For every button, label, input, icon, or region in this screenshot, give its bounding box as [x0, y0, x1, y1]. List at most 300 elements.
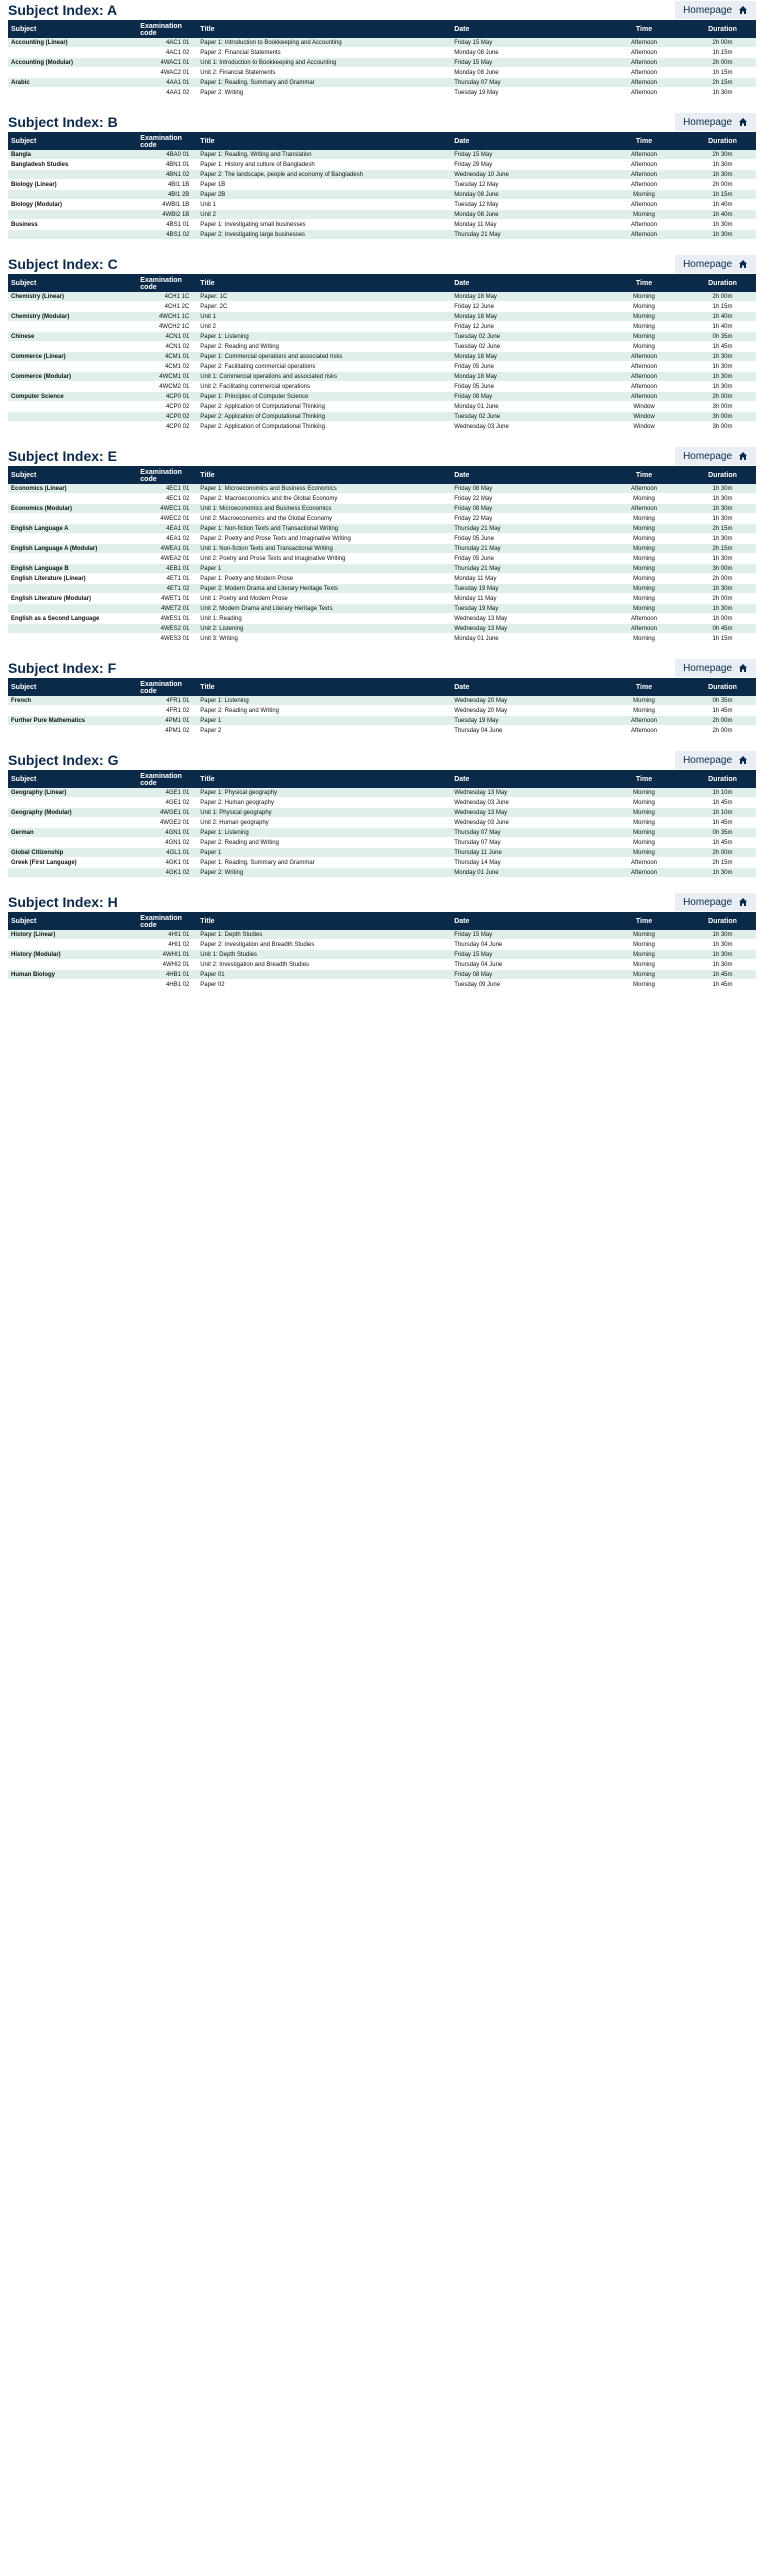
cell-title: Paper 2: Poetry and Prose Texts and Imaginative Writing — [197, 534, 451, 544]
header-time: Time — [599, 913, 689, 930]
cell-time: Morning — [599, 494, 689, 504]
cell-date: Thursday 04 June — [451, 960, 599, 970]
cell-title: Unit 1: Physical geography — [197, 808, 451, 818]
table-header-row — [8, 467, 756, 484]
cell-date: Friday 08 May — [451, 392, 599, 402]
cell-duration: 1h 30m — [689, 484, 756, 494]
cell-time: Morning — [599, 940, 689, 950]
cell-code: 4HI1 01 — [137, 930, 197, 940]
cell-subject: English Language A (Modular) — [8, 544, 137, 554]
cell-subject — [8, 706, 137, 716]
cell-time: Morning — [599, 342, 689, 352]
cell-date: Tuesday 19 May — [451, 88, 599, 98]
cell-duration: 2h 00m — [689, 726, 756, 736]
homepage-link-box[interactable] — [675, 113, 756, 131]
cell-date: Friday 15 May — [451, 58, 599, 68]
table-row — [8, 544, 756, 554]
cell-duration: 0h 35m — [689, 696, 756, 706]
cell-title: Paper 2: Investigation and Breadth Studies — [197, 940, 451, 950]
cell-title: Paper 2: The landscape, people and economy of Bangladesh — [197, 170, 451, 180]
homepage-link[interactable]: Homepage — [683, 662, 732, 674]
cell-subject: Bangladesh Studies — [8, 160, 137, 170]
cell-duration: 2h 00m — [689, 574, 756, 584]
cell-code: 4ET1 02 — [137, 584, 197, 594]
homepage-link-box[interactable] — [675, 751, 756, 769]
cell-date: Wednesday 03 June — [451, 798, 599, 808]
cell-subject: Economics (Modular) — [8, 504, 137, 514]
cell-duration: 1h 15m — [689, 190, 756, 200]
cell-code: 4EC1 01 — [137, 484, 197, 494]
cell-subject — [8, 322, 137, 332]
header-subject: Subject — [8, 21, 137, 38]
home-icon[interactable] — [738, 663, 748, 673]
cell-code: 4GE1 02 — [137, 798, 197, 808]
cell-code: 4AC1 02 — [137, 48, 197, 58]
cell-date: Friday 22 May — [451, 514, 599, 524]
cell-date: Friday 05 June — [451, 382, 599, 392]
header-code: Examination code — [137, 133, 197, 150]
cell-title: Paper 2B — [197, 190, 451, 200]
cell-date: Monday 08 June — [451, 68, 599, 78]
cell-subject — [8, 170, 137, 180]
cell-subject — [8, 624, 137, 634]
cell-time: Afternoon — [599, 868, 689, 878]
cell-duration: 1h 30m — [689, 584, 756, 594]
cell-subject: Accounting (Modular) — [8, 58, 137, 68]
cell-subject: Economics (Linear) — [8, 484, 137, 494]
section-header — [8, 892, 756, 913]
cell-code: 4GN1 01 — [137, 828, 197, 838]
cell-time: Morning — [599, 534, 689, 544]
cell-subject: Geography (Linear) — [8, 788, 137, 798]
cell-date: Thursday 21 May — [451, 524, 599, 534]
table-row — [8, 798, 756, 808]
cell-duration: 1h 10m — [689, 788, 756, 798]
table-row — [8, 58, 756, 68]
cell-subject — [8, 634, 137, 644]
cell-title: Unit 2: Human geography — [197, 818, 451, 828]
home-icon[interactable] — [738, 897, 748, 907]
header-time: Time — [599, 679, 689, 696]
cell-date: Thursday 21 May — [451, 564, 599, 574]
cell-code: 4EA1 02 — [137, 534, 197, 544]
cell-title: Paper 1: Commercial operations and associated risks — [197, 352, 451, 362]
cell-duration: 0h 45m — [689, 624, 756, 634]
table-row — [8, 342, 756, 352]
cell-date: Thursday 04 June — [451, 940, 599, 950]
home-icon[interactable] — [738, 451, 748, 461]
table-row — [8, 88, 756, 98]
cell-code: 4CM1 02 — [137, 362, 197, 372]
table-header-row — [8, 21, 756, 38]
section-title: Subject Index: E — [8, 448, 117, 464]
cell-duration: 1h 30m — [689, 352, 756, 362]
header-date: Date — [451, 913, 599, 930]
header-title: Title — [197, 913, 451, 930]
cell-date: Friday 08 May — [451, 504, 599, 514]
cell-subject: German — [8, 828, 137, 838]
header-title: Title — [197, 133, 451, 150]
cell-time: Morning — [599, 564, 689, 574]
cell-title: Paper 1: Listening — [197, 828, 451, 838]
cell-duration: 1h 15m — [689, 634, 756, 644]
section-header — [8, 254, 756, 275]
header-title: Title — [197, 467, 451, 484]
cell-time: Afternoon — [599, 858, 689, 868]
cell-code: 4CH1 2C — [137, 302, 197, 312]
cell-date: Monday 11 May — [451, 594, 599, 604]
cell-code: 4EC1 02 — [137, 494, 197, 504]
cell-code: 4WEC2 01 — [137, 514, 197, 524]
cell-subject — [8, 422, 137, 432]
cell-duration: 2h 00m — [689, 716, 756, 726]
cell-title: Paper: 1C — [197, 292, 451, 302]
cell-date: Tuesday 02 June — [451, 342, 599, 352]
table-row — [8, 150, 756, 160]
table-row — [8, 604, 756, 614]
cell-subject — [8, 494, 137, 504]
header-date: Date — [451, 679, 599, 696]
table-row — [8, 574, 756, 584]
cell-date: Thursday 21 May — [451, 544, 599, 554]
cell-time: Morning — [599, 292, 689, 302]
homepage-link[interactable]: Homepage — [683, 450, 732, 462]
section-title: Subject Index: A — [8, 2, 118, 18]
subject-index-section — [8, 750, 756, 878]
header-date: Date — [451, 133, 599, 150]
cell-title: Unit 1: Poetry and Modern Prose — [197, 594, 451, 604]
table-header-row — [8, 133, 756, 150]
cell-subject — [8, 584, 137, 594]
cell-time: Morning — [599, 960, 689, 970]
cell-time: Afternoon — [599, 200, 689, 210]
cell-code: 4FR1 01 — [137, 696, 197, 706]
cell-title: Paper 2: Modern Drama and Literary Heritage Texts — [197, 584, 451, 594]
table-row — [8, 352, 756, 362]
homepage-link-box[interactable] — [675, 1, 756, 19]
cell-title: Paper 2: Application of Computational Thinking — [197, 422, 451, 432]
home-icon[interactable] — [738, 755, 748, 765]
table-row — [8, 960, 756, 970]
table-row — [8, 230, 756, 240]
cell-title: Paper 1B — [197, 180, 451, 190]
cell-subject — [8, 604, 137, 614]
cell-code: 4WHI1 01 — [137, 950, 197, 960]
table-row — [8, 180, 756, 190]
cell-time: Window — [599, 422, 689, 432]
cell-code: 4CH1 1C — [137, 292, 197, 302]
cell-title: Unit 1: Non-fiction Texts and Transactional Writing — [197, 544, 451, 554]
table-header-row — [8, 771, 756, 788]
section-header — [8, 658, 756, 679]
cell-duration: 1h 30m — [689, 504, 756, 514]
cell-code: 4HI1 02 — [137, 940, 197, 950]
section-header — [8, 750, 756, 771]
header-code: Examination code — [137, 771, 197, 788]
cell-duration: 1h 15m — [689, 68, 756, 78]
table-row — [8, 322, 756, 332]
cell-date: Tuesday 12 May — [451, 200, 599, 210]
homepage-link-box[interactable] — [675, 893, 756, 911]
cell-time: Morning — [599, 930, 689, 940]
header-subject: Subject — [8, 679, 137, 696]
homepage-link-box[interactable] — [675, 659, 756, 677]
header-subject: Subject — [8, 913, 137, 930]
cell-title: Paper 2: Writing — [197, 88, 451, 98]
cell-time: Morning — [599, 332, 689, 342]
table-row — [8, 848, 756, 858]
cell-title: Unit 1: Introduction to Bookkeeping and Accounting — [197, 58, 451, 68]
cell-title: Unit 1: Commercial operations and associated risks — [197, 372, 451, 382]
cell-time: Morning — [599, 544, 689, 554]
table-row — [8, 48, 756, 58]
cell-title: Unit 2: Macroeconomics and the Global Economy — [197, 514, 451, 524]
cell-time: Morning — [599, 322, 689, 332]
cell-time: Afternoon — [599, 58, 689, 68]
cell-duration: 3h 00m — [689, 402, 756, 412]
cell-code: 4WGE2 01 — [137, 818, 197, 828]
header-subject: Subject — [8, 133, 137, 150]
cell-code: 4PM1 01 — [137, 716, 197, 726]
cell-title: Paper 1: Investigating small businesses — [197, 220, 451, 230]
cell-code: 4WAC2 01 — [137, 68, 197, 78]
cell-time: Morning — [599, 514, 689, 524]
cell-duration: 3h 00m — [689, 422, 756, 432]
cell-code: 4GN1 02 — [137, 838, 197, 848]
table-row — [8, 594, 756, 604]
cell-duration: 3h 00m — [689, 412, 756, 422]
cell-title: Paper 2: Human geography — [197, 798, 451, 808]
cell-code: 4AA1 02 — [137, 88, 197, 98]
cell-date: Friday 29 May — [451, 160, 599, 170]
cell-subject: Greek (First Language) — [8, 858, 137, 868]
cell-code: 4WAC1 01 — [137, 58, 197, 68]
cell-duration: 2h 00m — [689, 848, 756, 858]
cell-duration: 1h 45m — [689, 970, 756, 980]
cell-time: Afternoon — [599, 170, 689, 180]
cell-title: Paper 02 — [197, 980, 451, 990]
cell-title: Unit 2: Investigation and Breadth Studies — [197, 960, 451, 970]
cell-title: Unit 1: Reading — [197, 614, 451, 624]
cell-code: 4WES3 01 — [137, 634, 197, 644]
table-row — [8, 362, 756, 372]
cell-title: Paper 2: Reading and Writing — [197, 342, 451, 352]
cell-duration: 1h 30m — [689, 230, 756, 240]
header-duration: Duration — [689, 21, 756, 38]
cell-duration: 1h 45m — [689, 342, 756, 352]
cell-subject — [8, 940, 137, 950]
cell-duration: 1h 15m — [689, 48, 756, 58]
cell-date: Monday 11 May — [451, 574, 599, 584]
home-icon[interactable] — [738, 5, 748, 15]
section-header — [8, 0, 756, 21]
cell-subject — [8, 342, 137, 352]
cell-date: Friday 05 June — [451, 534, 599, 544]
cell-title: Unit 1: Depth Studies — [197, 950, 451, 960]
homepage-link[interactable]: Homepage — [683, 754, 732, 766]
cell-subject — [8, 302, 137, 312]
header-code: Examination code — [137, 21, 197, 38]
table-row — [8, 514, 756, 524]
cell-duration: 1h 30m — [689, 604, 756, 614]
cell-time: Afternoon — [599, 88, 689, 98]
table-row — [8, 818, 756, 828]
cell-date: Monday 11 May — [451, 220, 599, 230]
cell-date: Friday 15 May — [451, 150, 599, 160]
header-subject: Subject — [8, 771, 137, 788]
cell-title: Paper 1: Non-fiction Texts and Transactional Writing — [197, 524, 451, 534]
header-title: Title — [197, 771, 451, 788]
homepage-link[interactable]: Homepage — [683, 116, 732, 128]
cell-duration: 1h 00m — [689, 614, 756, 624]
cell-date: Friday 15 May — [451, 950, 599, 960]
cell-time: Afternoon — [599, 362, 689, 372]
cell-date: Wednesday 13 May — [451, 808, 599, 818]
cell-title: Paper 2: Facilitating commercial operations — [197, 362, 451, 372]
table-row — [8, 624, 756, 634]
cell-duration: 2h 15m — [689, 78, 756, 88]
home-icon[interactable] — [738, 117, 748, 127]
header-date: Date — [451, 21, 599, 38]
cell-title: Paper 1: Microeconomics and Business Economics — [197, 484, 451, 494]
cell-subject: Biology (Linear) — [8, 180, 137, 190]
cell-date: Monday 18 May — [451, 352, 599, 362]
cell-title: Paper 2: Writing — [197, 868, 451, 878]
cell-subject: English Literature (Linear) — [8, 574, 137, 584]
cell-title: Paper 1: History and culture of Bangladesh — [197, 160, 451, 170]
cell-code: 4PM1 02 — [137, 726, 197, 736]
table-row — [8, 828, 756, 838]
cell-time: Morning — [599, 980, 689, 990]
cell-title: Unit 1 — [197, 312, 451, 322]
cell-code: 4CN1 02 — [137, 342, 197, 352]
cell-code: 4CP0 01 — [137, 392, 197, 402]
cell-date: Monday 01 June — [451, 868, 599, 878]
cell-code: 4BI1 1B — [137, 180, 197, 190]
cell-duration: 1h 40m — [689, 200, 756, 210]
header-time: Time — [599, 771, 689, 788]
table-row — [8, 614, 756, 624]
cell-title: Unit 3: Writing — [197, 634, 451, 644]
cell-subject: Further Pure Mathematics — [8, 716, 137, 726]
cell-date: Thursday 14 May — [451, 858, 599, 868]
subject-index-section — [8, 254, 756, 432]
cell-title: Paper 1 — [197, 564, 451, 574]
cell-date: Wednesday 03 June — [451, 818, 599, 828]
table-row — [8, 372, 756, 382]
homepage-link[interactable]: Homepage — [683, 258, 732, 270]
header-duration: Duration — [689, 133, 756, 150]
cell-date: Tuesday 02 June — [451, 412, 599, 422]
cell-title: Paper 1 — [197, 716, 451, 726]
cell-duration: 1h 45m — [689, 818, 756, 828]
cell-date: Thursday 07 May — [451, 828, 599, 838]
cell-duration: 1h 40m — [689, 312, 756, 322]
cell-title: Paper 1: Listening — [197, 696, 451, 706]
cell-code: 4CM1 01 — [137, 352, 197, 362]
homepage-link[interactable]: Homepage — [683, 896, 732, 908]
header-duration: Duration — [689, 913, 756, 930]
cell-date: Tuesday 02 June — [451, 332, 599, 342]
cell-time: Morning — [599, 838, 689, 848]
cell-date: Monday 18 May — [451, 372, 599, 382]
cell-date: Monday 08 June — [451, 48, 599, 58]
cell-title: Paper 1: Introduction to Bookkeeping and Accounting — [197, 38, 451, 48]
exam-table — [8, 679, 756, 736]
home-icon[interactable] — [738, 259, 748, 269]
cell-title: Unit 2: Financial Statements — [197, 68, 451, 78]
cell-code: 4WET2 01 — [137, 604, 197, 614]
cell-subject: French — [8, 696, 137, 706]
cell-code: 4WHI2 01 — [137, 960, 197, 970]
exam-table — [8, 133, 756, 240]
cell-subject — [8, 382, 137, 392]
homepage-link-box[interactable] — [675, 255, 756, 273]
table-header-row — [8, 275, 756, 292]
subject-index-section — [8, 446, 756, 644]
cell-title: Paper 2: Application of Computational Thinking — [197, 402, 451, 412]
homepage-link[interactable]: Homepage — [683, 4, 732, 16]
cell-title: Paper 2: Reading and Writing — [197, 838, 451, 848]
cell-code: 4BS1 01 — [137, 220, 197, 230]
cell-code: 4GE1 01 — [137, 788, 197, 798]
cell-subject: Biology (Modular) — [8, 200, 137, 210]
cell-subject — [8, 868, 137, 878]
cell-code: 4GK1 01 — [137, 858, 197, 868]
table-header-row — [8, 679, 756, 696]
cell-time: Morning — [599, 210, 689, 220]
cell-duration: 2h 15m — [689, 544, 756, 554]
cell-code: 4AC1 01 — [137, 38, 197, 48]
cell-time: Morning — [599, 634, 689, 644]
table-row — [8, 980, 756, 990]
section-header — [8, 112, 756, 133]
cell-code: 4GK1 02 — [137, 868, 197, 878]
cell-title: Paper 1: Reading, Summary and Grammar — [197, 858, 451, 868]
cell-date: Friday 05 June — [451, 362, 599, 372]
exam-table — [8, 771, 756, 878]
homepage-link-box[interactable] — [675, 447, 756, 465]
cell-time: Window — [599, 402, 689, 412]
cell-code: 4BA0 01 — [137, 150, 197, 160]
table-row — [8, 484, 756, 494]
cell-code: 4CP0 02 — [137, 412, 197, 422]
table-row — [8, 940, 756, 950]
table-row — [8, 524, 756, 534]
cell-date: Tuesday 19 May — [451, 604, 599, 614]
cell-duration: 1h 45m — [689, 706, 756, 716]
cell-duration: 1h 30m — [689, 554, 756, 564]
cell-subject: Geography (Modular) — [8, 808, 137, 818]
cell-time: Morning — [599, 594, 689, 604]
cell-time: Afternoon — [599, 352, 689, 362]
cell-subject: Chinese — [8, 332, 137, 342]
cell-code: 4WBI2 1B — [137, 210, 197, 220]
table-row — [8, 210, 756, 220]
cell-date: Thursday 07 May — [451, 78, 599, 88]
cell-duration: 1h 30m — [689, 362, 756, 372]
header-date: Date — [451, 275, 599, 292]
cell-title: Paper 2: Macroeconomics and the Global Economy — [197, 494, 451, 504]
cell-duration: 1h 30m — [689, 960, 756, 970]
cell-code: 4WEA2 01 — [137, 554, 197, 564]
cell-code: 4WES1 01 — [137, 614, 197, 624]
cell-time: Morning — [599, 696, 689, 706]
header-title: Title — [197, 21, 451, 38]
cell-code: 4AA1 01 — [137, 78, 197, 88]
cell-code: 4EA1 01 — [137, 524, 197, 534]
header-time: Time — [599, 133, 689, 150]
